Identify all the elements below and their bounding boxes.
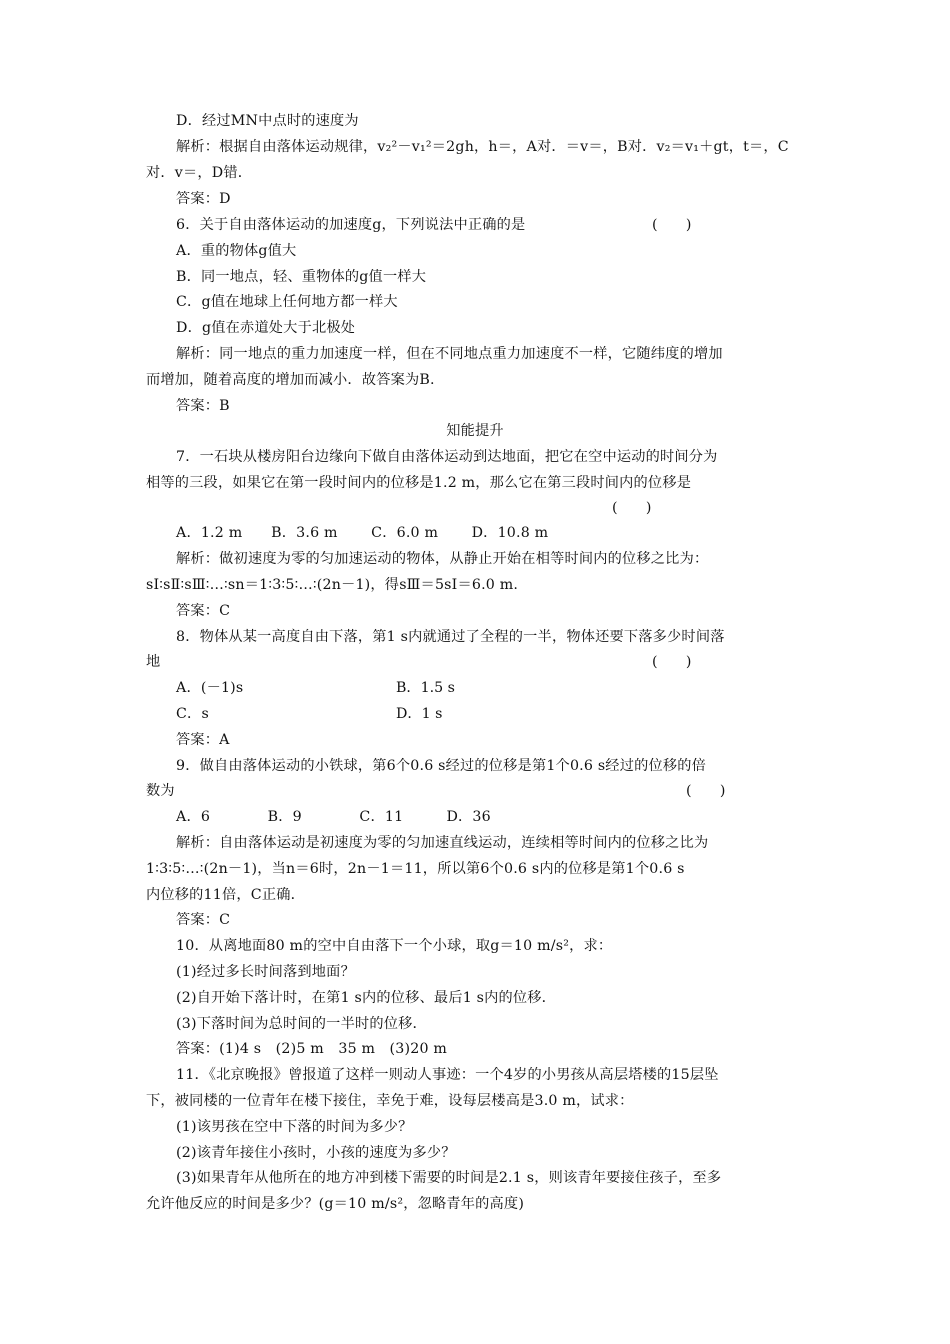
- text-line: A．(－1)s: [176, 680, 244, 696]
- text-line: A．6 B．9 C．11 D．36: [176, 809, 491, 825]
- text-line: C．g值在地球上任何地方都一样大: [176, 294, 398, 310]
- text-line: 答案：D: [176, 191, 231, 207]
- text-line: (3)如果青年从他所在的地方冲到楼下需要的时间是2.1 s，则该青年要接住孩子，至多: [176, 1170, 722, 1186]
- text-line: C．s: [176, 706, 209, 722]
- inline-text: ( ): [652, 217, 692, 233]
- text-line: 答案：B: [176, 398, 230, 414]
- text-line: 答案：C: [176, 912, 231, 928]
- text-line: A．1.2 m B．3.6 m C．6.0 m D．10.8 m: [176, 525, 549, 541]
- text-line: 答案：A: [176, 732, 230, 748]
- text-line: 11．《北京晚报》曾报道了这样一则动人事迹：一个4岁的小男孩从高层塔楼的15层坠: [176, 1067, 719, 1083]
- text-line: 允许他反应的时间是多少？(g＝10 m/s²，忽略青年的高度): [146, 1196, 525, 1212]
- text-line: 而增加，随着高度的增加而减小．故答案为B.: [146, 372, 435, 388]
- inline-text: B．1.5 s: [396, 680, 455, 696]
- text-line: 相等的三段，如果它在第一段时间内的位移是1.2 m，那么它在第三段时间内的位移是: [146, 475, 692, 491]
- text-line: (2)自开始下落计时，在第1 s内的位移、最后1 s内的位移．: [176, 990, 557, 1006]
- text-line: 10．从离地面80 m的空中自由落下一个小球，取g＝10 m/s²，求：: [176, 938, 613, 954]
- text-line: 7．一石块从楼房阳台边缘向下做自由落体运动到达地面，把它在空中运动的时间分为: [176, 449, 718, 465]
- text-line: 数为: [146, 783, 175, 799]
- inline-text: ( ): [686, 783, 726, 799]
- inline-text: ( ): [652, 654, 692, 670]
- text-line: (1)经过多长时间落到地面？: [176, 964, 355, 980]
- inline-text: ( ): [612, 500, 652, 516]
- text-line: 8．物体从某一高度自由下落，第1 s内就通过了全程的一半，物体还要下落多少时间落: [176, 629, 725, 645]
- text-line: (3)下落时间为总时间的一半时的位移．: [176, 1016, 427, 1032]
- section-heading: 知能提升: [446, 423, 504, 439]
- text-line: 内位移的11倍，C正确．: [146, 887, 305, 903]
- text-line: 1∶3∶5∶…∶(2n－1)，当n＝6时，2n－1＝11，所以第6个0.6 s内的位移是第1个0.6 s: [146, 861, 685, 877]
- inline-text: D．1 s: [396, 706, 443, 722]
- text-line: 解析：同一地点的重力加速度一样，但在不同地点重力加速度不一样，它随纬度的增加: [176, 346, 723, 362]
- text-line: (2)该青年接住小孩时，小孩的速度为多少？: [176, 1145, 456, 1161]
- text-line: D．经过MN中点时的速度为: [176, 113, 359, 129]
- text-line: (1)该男孩在空中下落的时间为多少？: [176, 1119, 413, 1135]
- text-line: 答案：(1)4 s (2)5 m 35 m (3)20 m: [176, 1041, 448, 1057]
- text-line: 6．关于自由落体运动的加速度g，下列说法中正确的是: [176, 217, 526, 233]
- text-line: sⅠ∶sⅡ∶sⅢ∶…∶sn＝1∶3∶5∶…∶(2n－1)，得sⅢ＝5sⅠ＝6.0 m.: [146, 577, 519, 593]
- text-line: D．g值在赤道处大于北极处: [176, 320, 356, 336]
- text-line: 解析：根据自由落体运动规律，v₂²－v₁²＝2gh，h＝，A对．＝v＝，B对．v₂＝v₁＋gt，t＝，C: [176, 139, 789, 155]
- text-line: 解析：做初速度为零的匀加速运动的物体，从静止开始在相等时间内的位移之比为：: [176, 551, 709, 567]
- text-line: 9．做自由落体运动的小铁球，第6个0.6 s经过的位移是第1个0.6 s经过的位移的倍: [176, 758, 707, 774]
- text-line: A．重的物体g值大: [176, 243, 297, 259]
- text-line: 地: [146, 654, 161, 670]
- text-line: 对．v＝，D错．: [146, 165, 253, 181]
- text-line: 答案：C: [176, 603, 231, 619]
- text-line: 解析：自由落体运动是初速度为零的匀加速直线运动，连续相等时间内的位移之比为: [176, 835, 709, 851]
- text-line: 下，被同楼的一位青年在楼下接住，幸免于难，设每层楼高是3.0 m，试求：: [146, 1093, 634, 1109]
- text-line: B．同一地点，轻、重物体的g值一样大: [176, 269, 427, 285]
